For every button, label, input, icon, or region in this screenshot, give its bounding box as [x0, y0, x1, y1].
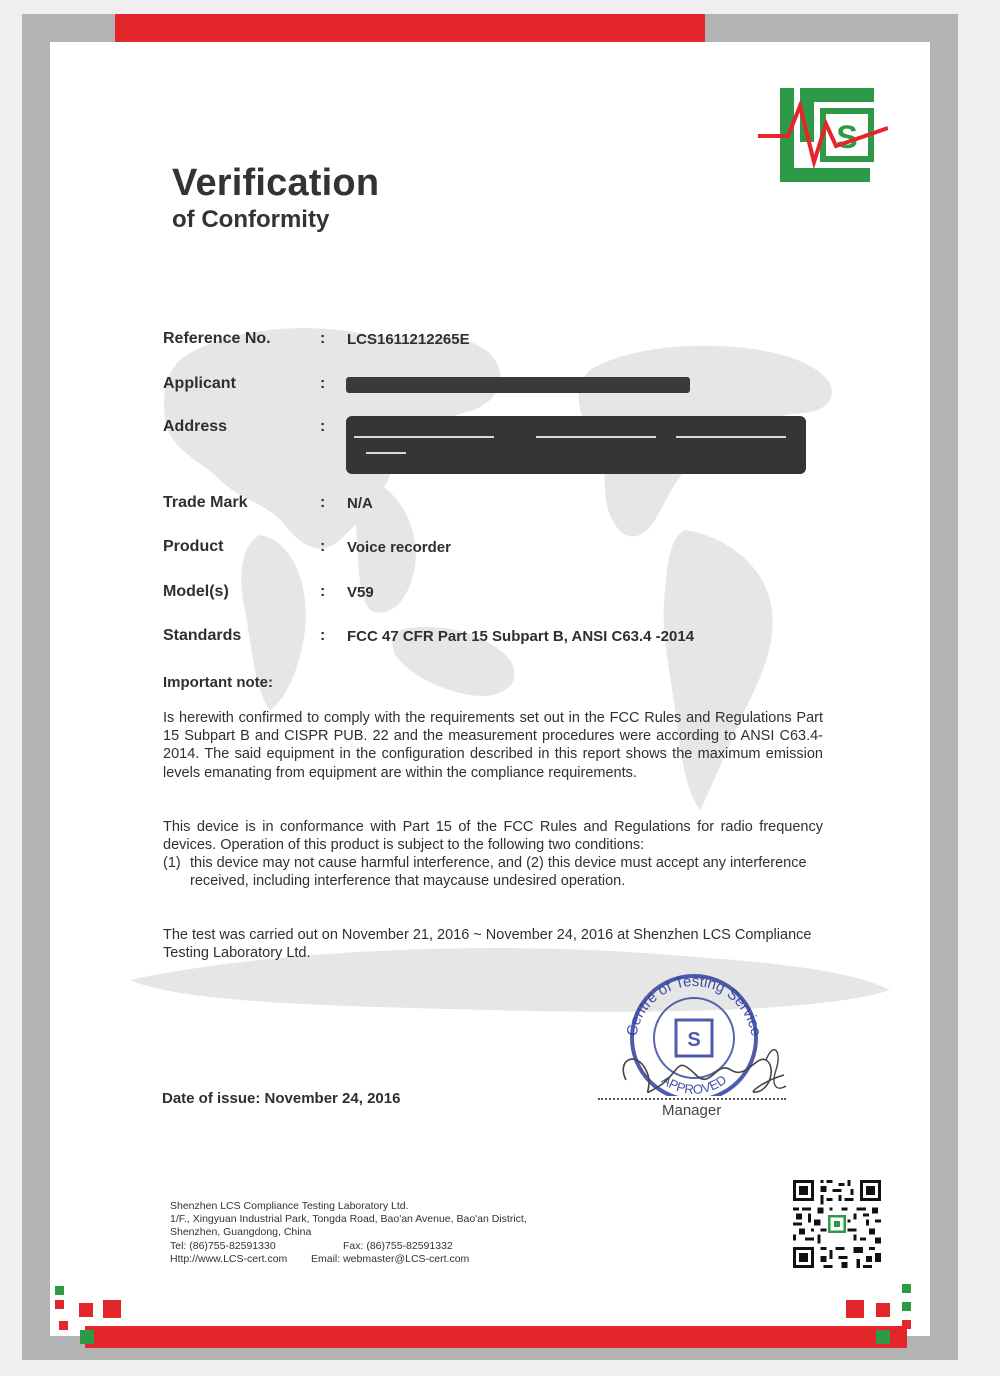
conformance-paragraph: This device is in conformance with Part 15 of the FCC Rules and Regulations for radio frequency devices. Operation of this product is subject to the following two conditions: [163, 819, 823, 854]
svg-text:Centre of Testing Service: Centre of Testing Service [623, 972, 765, 1038]
applicant-redaction [346, 377, 690, 393]
decor-square [846, 1300, 864, 1318]
world-map-watermark [70, 290, 930, 1030]
top-red-bar [115, 14, 705, 42]
manager-label: Manager [662, 1102, 722, 1119]
standards-colon: : [320, 627, 326, 644]
applicant-label: Applicant [163, 375, 236, 392]
reference-colon: : [320, 330, 326, 347]
reference-label: Reference No. [163, 330, 271, 347]
svg-text:APPROVED: APPROVED [658, 1071, 730, 1096]
trademark-value: N/A [347, 495, 373, 512]
standards-label: Standards [163, 627, 242, 644]
models-label: Model(s) [163, 583, 229, 600]
svg-text:S: S [687, 1029, 701, 1051]
decor-square [55, 1300, 64, 1309]
models-value: V59 [347, 584, 374, 601]
issue-date: Date of issue: November 24, 2016 [162, 1090, 401, 1107]
address-colon: : [320, 418, 326, 435]
decor-square [55, 1286, 64, 1295]
decor-square [902, 1302, 911, 1311]
compliance-paragraph: Is herewith confirmed to comply with the requirements set out in the FCC Rules and Regulations Part 15 Subpart B and CISPR PUB. 22 and the measurement procedures were according to ANSI C63.4-2014. The said equipment in the configuration described in this report shows the maximum emission levels emanating from equipment are within the compliance requirements. [163, 710, 823, 781]
document-subtitle: of Conformity [172, 206, 330, 233]
footer-email: Email: webmaster@LCS-cert.com [311, 1253, 470, 1265]
footer-fax: Fax: (86)755-82591332 [343, 1240, 453, 1252]
decor-square [80, 1330, 94, 1344]
footer-address-line2: Shenzhen, Guangdong, China [170, 1226, 312, 1238]
condition-number: (1) [163, 855, 181, 871]
footer-web: Http://www.LCS-cert.com [170, 1253, 288, 1265]
address-label: Address [163, 418, 228, 435]
trademark-colon: : [320, 494, 326, 511]
applicant-colon: : [320, 375, 326, 392]
decor-square [902, 1284, 911, 1293]
decor-square [103, 1300, 121, 1318]
decor-square [876, 1330, 890, 1344]
svg-text:S: S [836, 119, 858, 155]
important-note-heading: Important note: [163, 674, 273, 691]
footer-company: Shenzhen LCS Compliance Testing Laboratory Ltd. [170, 1200, 409, 1212]
decor-square [79, 1303, 93, 1317]
decor-square [902, 1320, 911, 1329]
decor-square [59, 1321, 68, 1330]
document-title: Verification [172, 162, 380, 204]
manager-signature [606, 1030, 796, 1110]
conditions-item [163, 854, 823, 890]
bottom-red-bar [85, 1326, 907, 1348]
address-redaction [346, 416, 806, 474]
product-colon: : [320, 538, 326, 555]
lcs-logo [758, 84, 888, 184]
decor-square [876, 1303, 890, 1317]
trademark-label: Trade Mark [163, 494, 248, 511]
test-paragraph: The test was carried out on November 21, 2016 ~ November 24, 2016 at Shenzhen LCS Compliance Testing Laboratory Ltd. [163, 927, 812, 962]
product-label: Product [163, 538, 224, 555]
footer-tel: Tel: (86)755-82591330 [170, 1240, 276, 1252]
condition-text: this device may not cause harmful interference, and (2) this device must accept any interference received, including interference that maycause undesired operation. [190, 855, 807, 890]
footer-address-line1: 1/F., Xingyuan Industrial Park, Tongda Road, Bao'an Avenue, Bao'an District, [170, 1213, 527, 1225]
reference-value: LCS1611212265E [347, 331, 470, 348]
standards-value: FCC 47 CFR Part 15 Subpart B, ANSI C63.4 -2014 [347, 628, 695, 645]
qr-code-icon [793, 1180, 881, 1268]
models-colon: : [320, 583, 326, 600]
product-value: Voice recorder [347, 539, 451, 556]
